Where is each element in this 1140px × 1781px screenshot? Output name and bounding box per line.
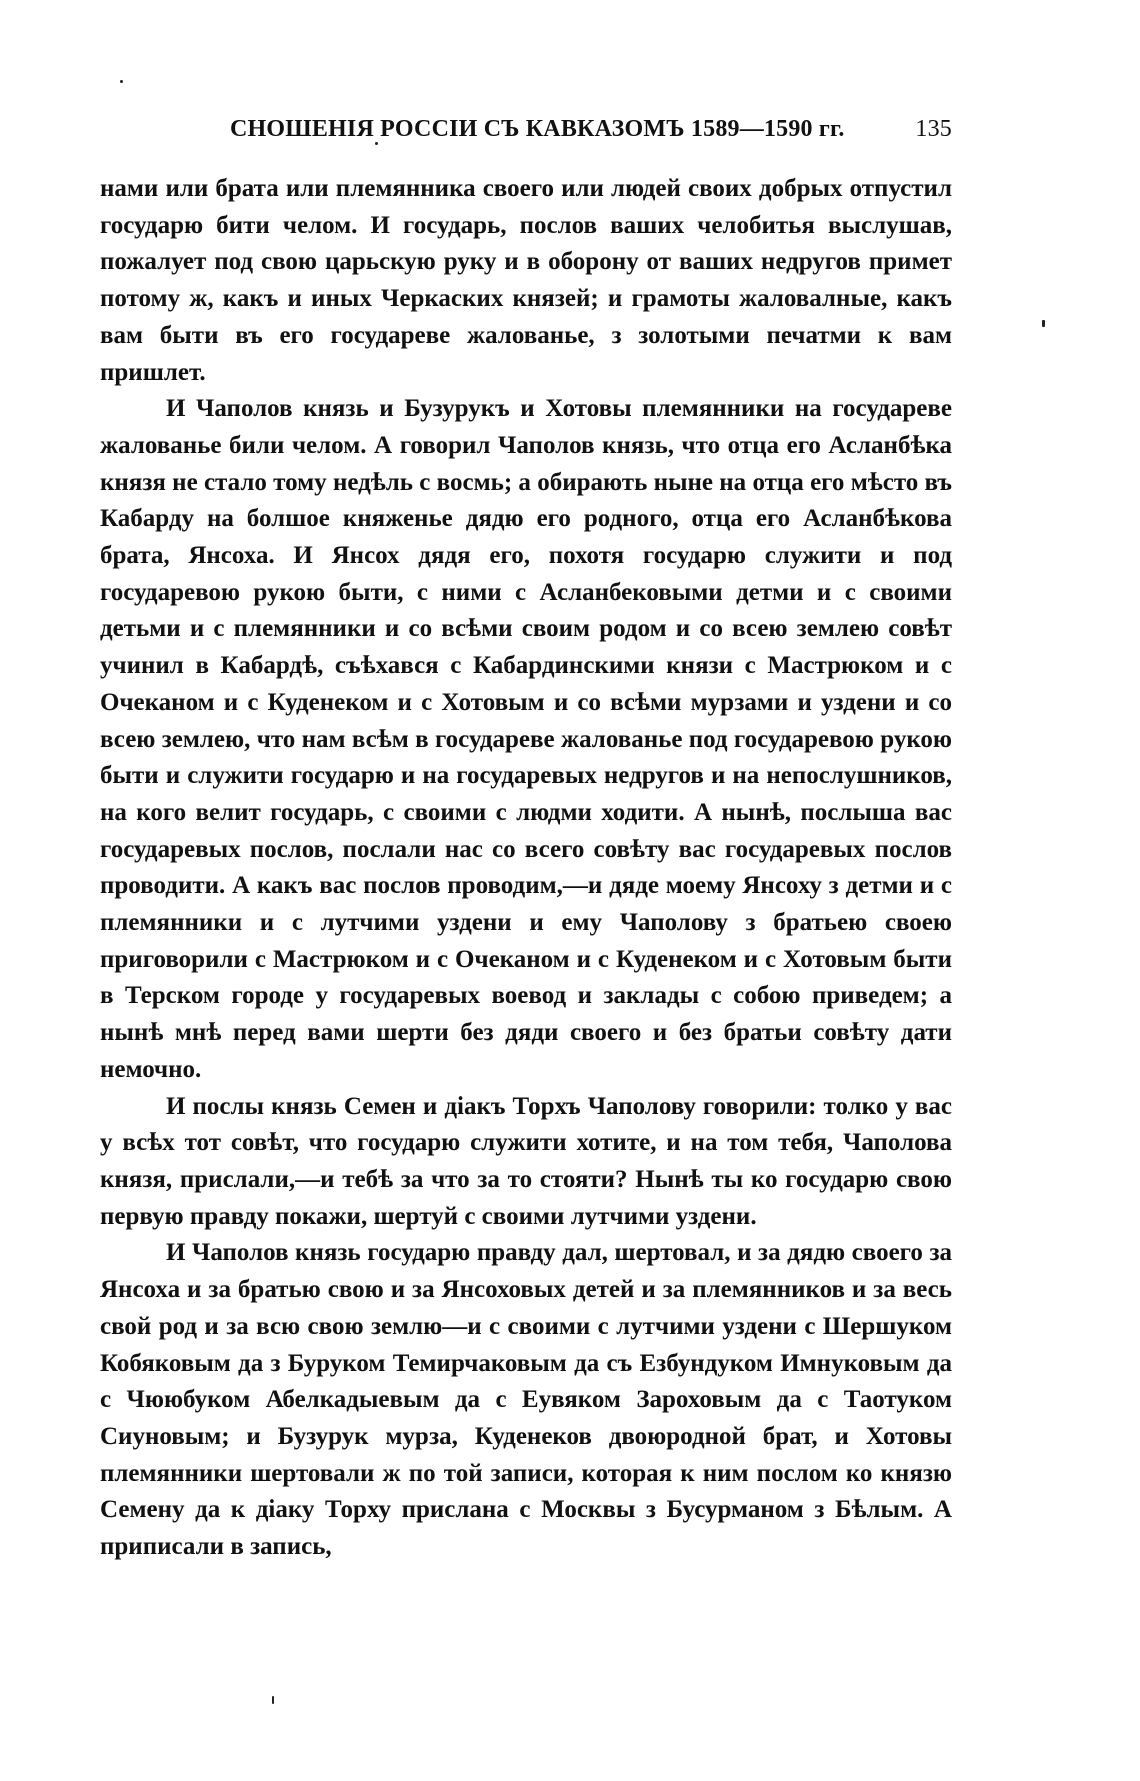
scan-speck <box>375 142 378 145</box>
page-number: 135 <box>915 116 952 142</box>
scan-speck <box>1042 320 1045 327</box>
paragraph-1: нами или брата или племянника своего или людей своих добрых отпустил государю бити челом. И государь, послов ваших челобитья выслушав, пожалует под свою царьскую руку и в оборону от ваших недругов примет потому ж, какъ и иных Черкаских князей; и грамоты жаловалные, какъ вам быти въ его государеве жалованье, з золотыми печатми к вам пришлет. <box>100 175 952 386</box>
paragraph-2: И Чаполов князь и Бузурукъ и Хотовы племянники на государеве жалованье били челом. А говорил Чаполов князь, что отца его Асланбѣка князя не стало тому недѣль с восмь; а обирають ныне на отца его мѣсто въ Кабарду на болшое княженье дядю его родного, отца его Асланбѣкова брата, Янсоха. И Янсох дядя его, похотя государю служити и под государевою рукою быти, с ними с Асланбековыми детми и с своими детьми и с племянники и со всѣми своим родом и со всею землею совѣт учинил в Кабардѣ, съѣхався с Кабардинскими князи с Мастрюком и с Очеканом и с Куденеком и с Хотовым и со всѣми мурзами и уздени и со всею землею, что нам всѣм в государеве жалованье под государевою рукою быти и служити государю и на государевых недругов и на непослушников, на кого велит государь, с своими с людми ходити. А нынѣ, послыша вас государевых послов, послали нас со всего совѣту вас государевых послов проводити. А какъ вас послов проводим,—и дяде моему Янсоху з детми и с племянники и с лутчими уздени и ему Чаполову з братьею своею приговорили с Мастрюком и с Очеканом и с Куденеком и с Хотовым быти в Терском городе у государевых воевод и заклады с собою приведем; а нынѣ мнѣ перед вами шерти без дяди своего и без братьи совѣту дати немочно. <box>100 395 952 1083</box>
running-head-title: СНОШЕНІЯ РОССІИ СЪ КАВКАЗОМЪ 1589—1590 гг. <box>230 116 845 142</box>
running-head <box>220 116 952 152</box>
paragraph-3: И послы князь Семен и діакъ Торхъ Чаполову говорили: толко у вас у всѣх тот совѣт, что государю служити хотите, и на том тебя, Чаполова князя, прислали,—и тебѣ за что за то стояти? Нынѣ ты ко государю свою первую правду покажи, шертуй с своими лутчими уздени. <box>100 1092 952 1230</box>
scan-speck <box>120 80 123 83</box>
scan-speck <box>272 1696 274 1704</box>
body-text <box>100 171 952 1566</box>
paragraph-4: И Чаполов князь государю правду дал, шертовал, и за дядю своего за Янсоха и за братью свою и за Янсоховых детей и за племянников и за весь свой род и за всю свою землю—и с своими с лутчими уздени с Шершуком Кобяковым да з Буруком Темирчаковым да съ Езбундуком Имнуковым да с Чююбуком Абелкадыевым да с Еувяком Зароховым да с Таотуком Сиуновым; и Бузурук мурза, Куденеков двоюродной брат, и Хотовы племянники шертовали ж по той записи, которая к ним послом ко князю Семену да к діаку Торху прислана с Москвы з Бусурманом з Бѣлым. А приписали в запись, <box>100 1239 952 1561</box>
